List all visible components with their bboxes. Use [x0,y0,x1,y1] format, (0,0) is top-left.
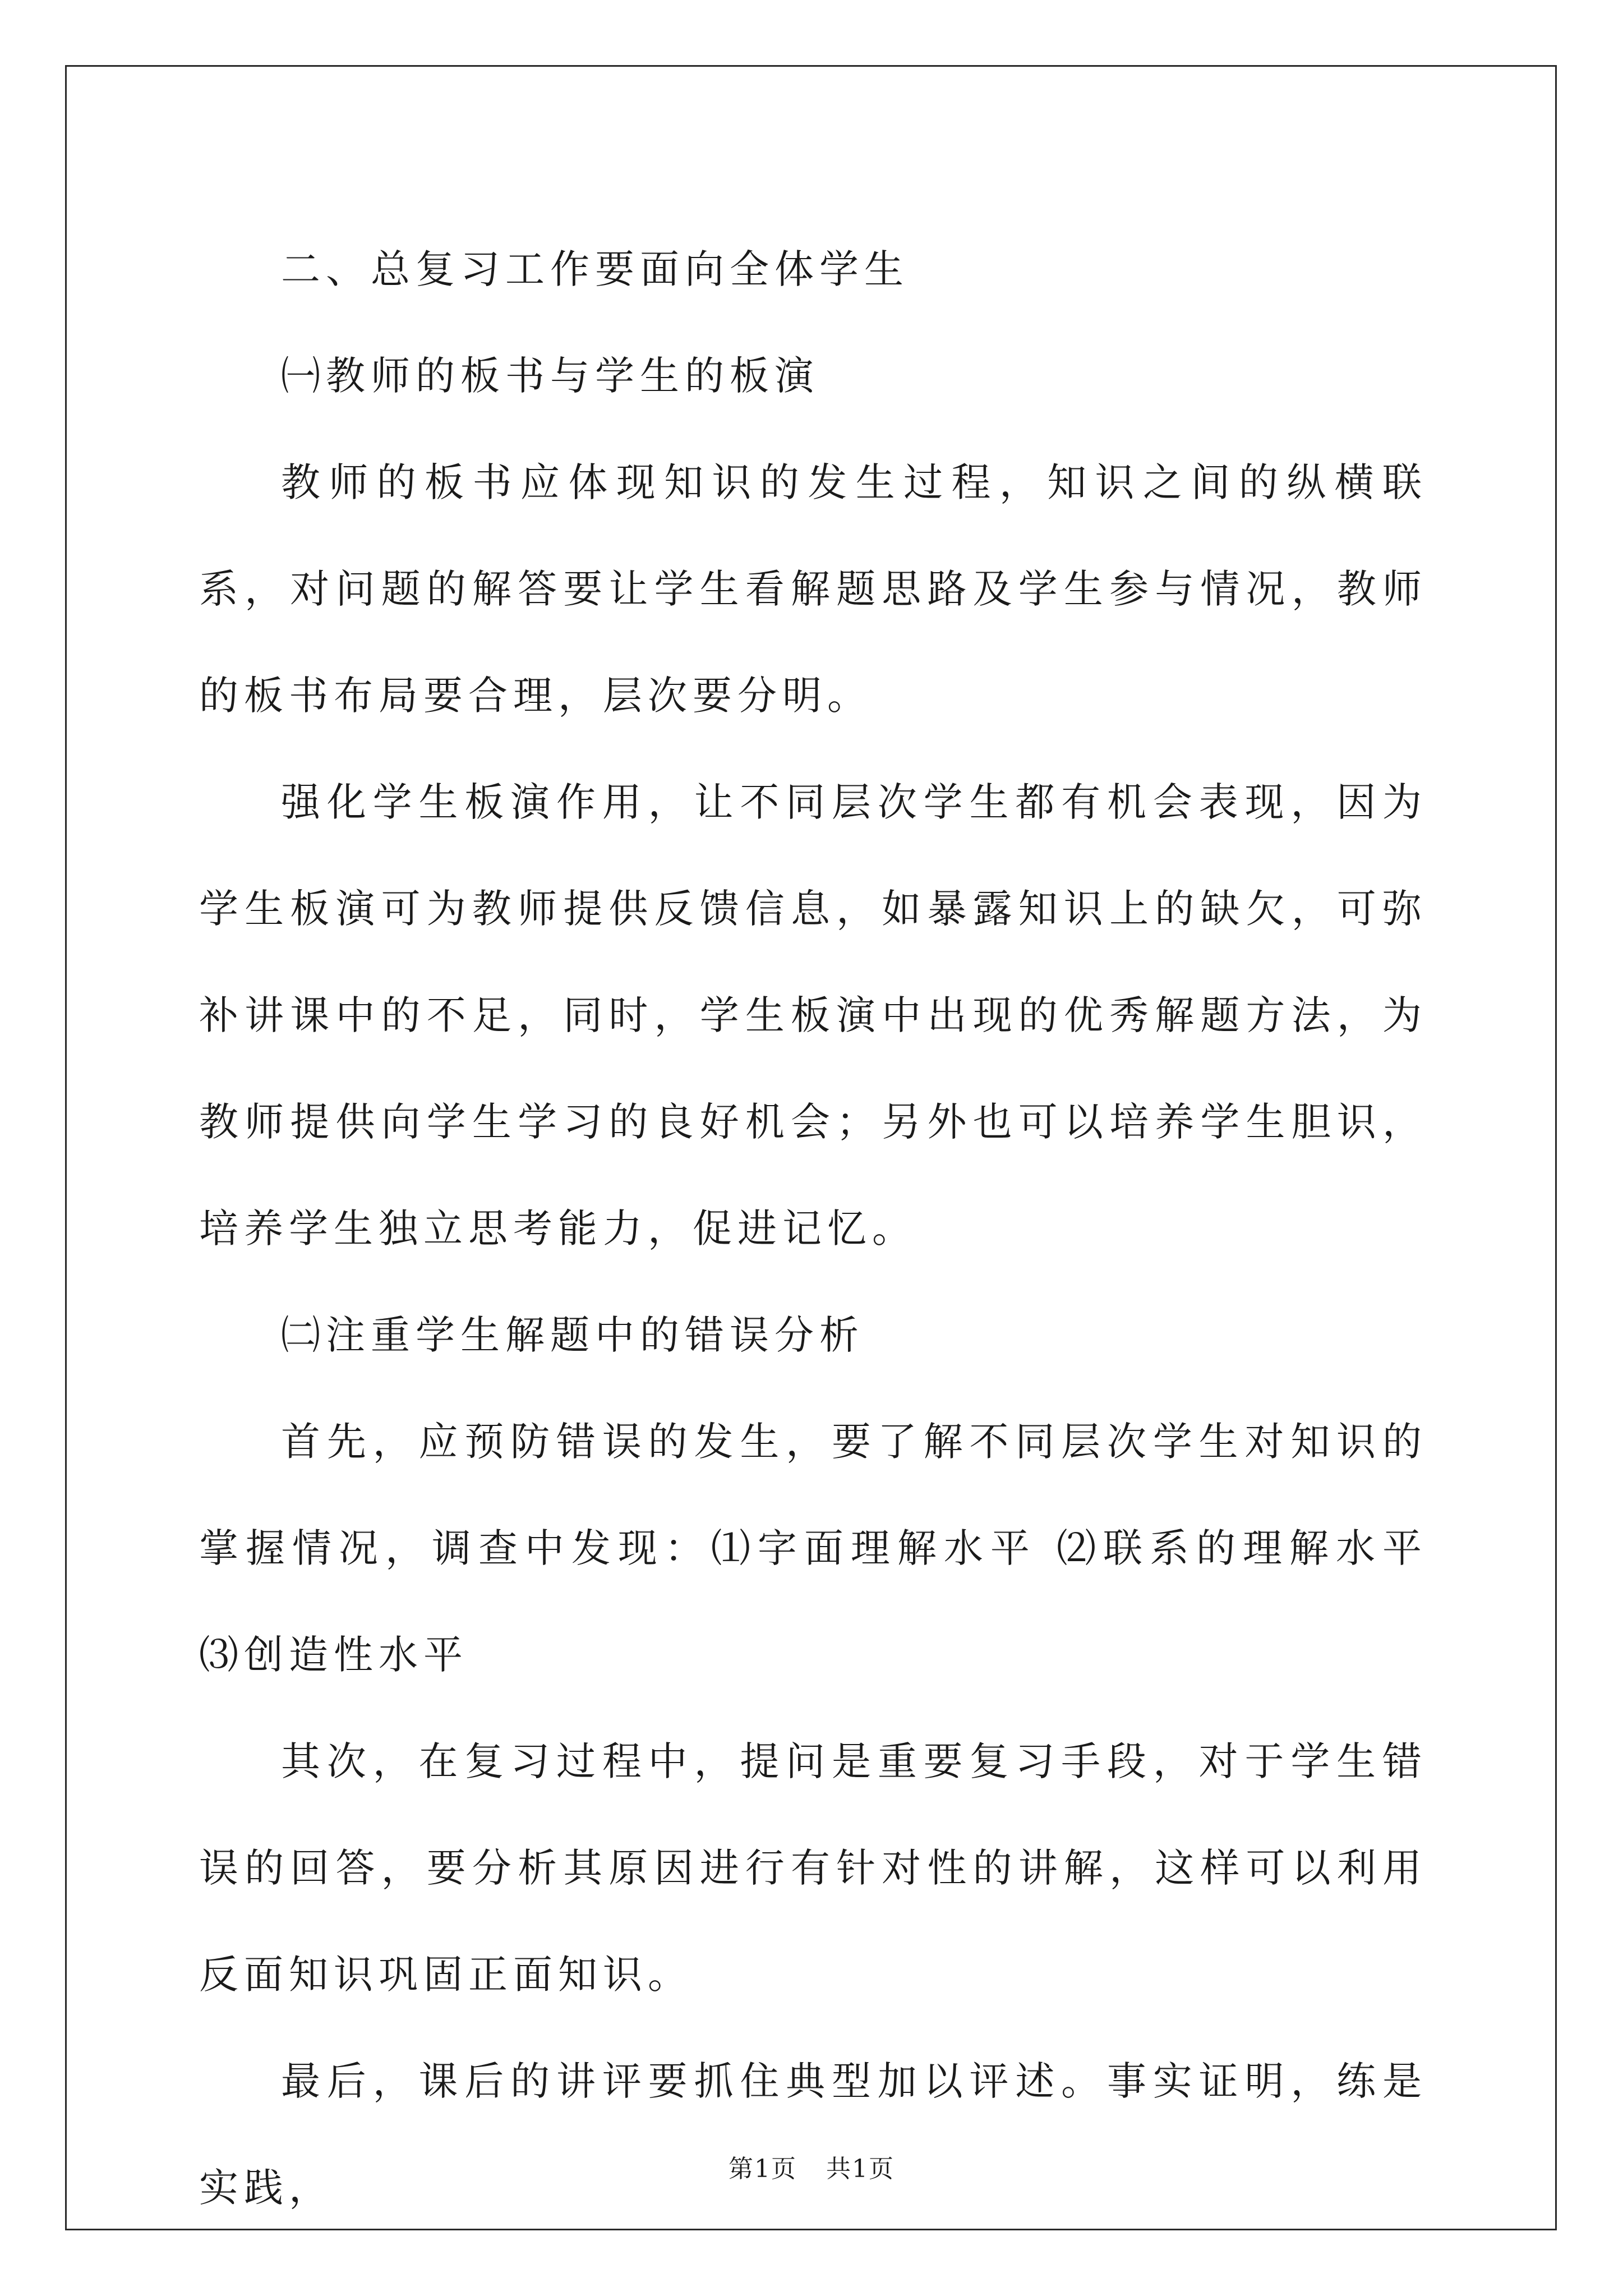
document-body [199,216,1427,2241]
body-paragraph: 教师的板书应体现知识的发生过程，知识之间的纵横联系，对问题的解答要让学生看解题思路及学生参与情况，教师的板书布局要合理，层次要分明。 [199,459,1427,719]
section-heading: 二、总复习工作要面向全体学生 [281,246,909,292]
page-footer [0,2148,1623,2184]
body-paragraph: 其次，在复习过程中，提问是重要复习手段，对于学生错误的回答，要分析其原因进行有针对性的讲解，这样可以利用反面知识巩固正面知识。 [199,1738,1427,1998]
body-paragraph: 首先，应预防错误的发生，要了解不同层次学生对知识的掌握情况，调查中发现：⑴字面理解水平 ⑵联系的理解水平⑶创造性水平 [199,1419,1427,1678]
body-paragraph: 强化学生板演作用，让不同层次学生都有机会表现，因为学生板演可为教师提供反馈信息，如暴露知识上的缺欠，可弥补讲课中的不足，同时，学生板演中出现的优秀解题方法，为教师提供向学生学习的良好机会；另外也可以培养学生胆识，培养学生独立思考能力，促进记忆。 [199,779,1427,1251]
body-paragraph: 最后，课后的讲评要抓住典型加以评述。事实证明，练是实践， [199,2058,1427,2211]
page-number-current: 第1页 [728,2155,797,2183]
subsection-heading: ㈠教师的板书与学生的板演 [281,353,819,399]
page-number-total: 共1页 [826,2155,895,2183]
subsection-heading: ㈡注重学生解题中的错误分析 [281,1312,864,1358]
